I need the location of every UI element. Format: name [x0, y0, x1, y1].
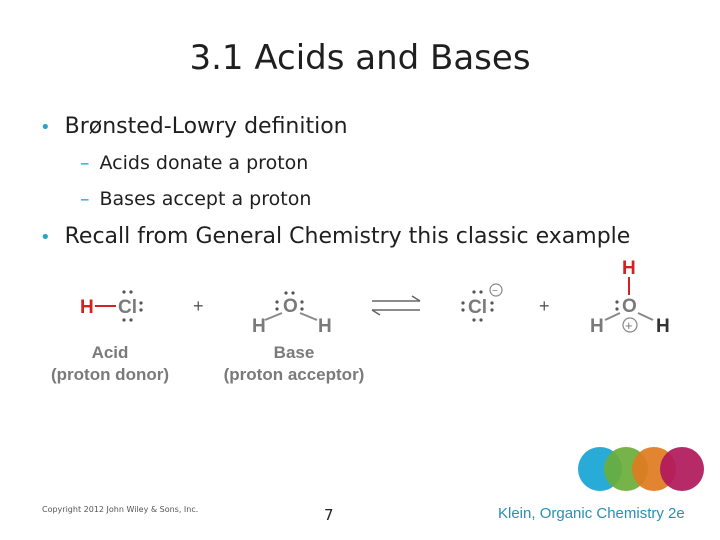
base-label	[210, 343, 378, 385]
hydronium-h-left: H	[590, 316, 604, 337]
base-title: Base	[273, 343, 315, 362]
hydronium-oxygen: O	[622, 296, 637, 317]
publisher-logo	[576, 444, 708, 494]
equilibrium-arrow-icon	[372, 296, 420, 315]
bullet-dot-icon: •	[40, 117, 51, 138]
chloride-ion	[461, 284, 502, 322]
bullet-text: Recall from General Chemistry this classic example	[64, 224, 631, 249]
chloride-atom: Cl	[468, 297, 487, 318]
hcl-hydrogen: H	[80, 297, 94, 318]
sub-bullet-text: Acids donate a proton	[99, 152, 309, 174]
bullet-text: Brønsted-Lowry definition	[64, 114, 348, 139]
hcl-chlorine: Cl	[118, 297, 137, 318]
hydronium-h-right: H	[656, 316, 670, 337]
svg-text:+: +	[625, 318, 633, 333]
water-h-right: H	[318, 316, 332, 337]
slide-title: 3.1 Acids and Bases	[189, 38, 531, 78]
sub-bullet-text: Bases accept a proton	[99, 188, 312, 210]
hydronium-h-top: H	[622, 258, 636, 279]
dash-icon: –	[80, 152, 90, 174]
bullet-dot-icon: •	[40, 227, 51, 248]
hydronium-ion	[590, 258, 670, 337]
dash-icon: –	[80, 188, 90, 210]
sub-bullet-acids	[80, 152, 308, 174]
acid-title: Acid	[91, 343, 129, 362]
water-molecule	[252, 291, 332, 337]
base-subtitle: (proton acceptor)	[223, 365, 365, 384]
svg-text:−: −	[492, 286, 498, 297]
bullet-bronsted	[40, 114, 348, 139]
water-oxygen: O	[283, 296, 298, 317]
sub-bullet-bases	[80, 188, 311, 210]
copyright-text: Copyright 2012 John Wiley & Sons, Inc.	[42, 505, 199, 514]
hcl-molecule	[80, 290, 143, 321]
bullet-recall	[40, 224, 630, 249]
plus-sign: +	[539, 296, 550, 316]
plus-sign: +	[193, 296, 204, 316]
acid-label	[40, 343, 180, 385]
water-h-left: H	[252, 316, 266, 337]
book-title: Klein, Organic Chemistry 2e	[498, 505, 685, 522]
acid-subtitle: (proton donor)	[50, 365, 169, 384]
page-number: 7	[324, 506, 334, 524]
